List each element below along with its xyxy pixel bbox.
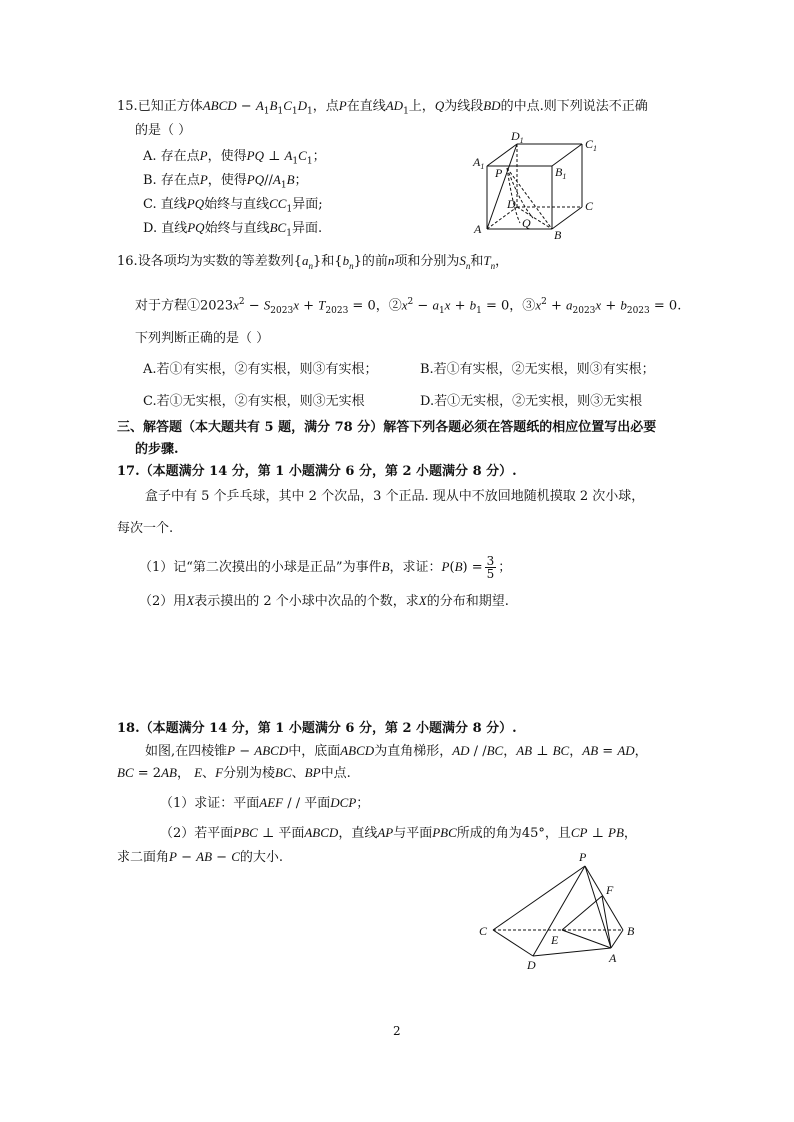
q15-stem-line1: 15.已知正方体ABCD − $A_1B_1C_1D_1$，点P在直线$AD_1$上，Q为线段BD的中点.则下列说法不正确 <box>117 98 648 117</box>
label-P: P <box>579 850 587 864</box>
q15-option-b[interactable]: B. 存在点P，使得$PQ//A_1B$； <box>143 172 308 191</box>
label-B: B <box>554 228 562 242</box>
q18-part2-line1: （2）若平面PBC ⊥ 平面ABCD，直线AP与平面PBC所成的角为45°，且CP ⊥ PB， <box>160 825 637 841</box>
q15-stem-line2: 的是（ ） <box>135 123 192 138</box>
label-B1: $B_1$ <box>555 165 567 181</box>
page-number: 2 <box>393 1024 401 1038</box>
label-A: A <box>474 222 482 236</box>
section3-heading-line2: 的步骤. <box>135 442 179 457</box>
q16-option-d[interactable]: D.若①无实根，②无实根，则③无实根 <box>420 394 643 409</box>
q18-pyramid-figure <box>475 848 645 973</box>
label-P: P <box>495 166 503 180</box>
label-C: C <box>479 924 488 938</box>
label-F: F <box>606 883 614 897</box>
label-C1: $C_1$ <box>585 137 598 153</box>
q18-part2-line2: 求二面角P − AB − C的大小. <box>117 849 284 865</box>
label-A1: $A_1$ <box>473 155 485 171</box>
label-Q: Q <box>522 216 531 230</box>
q16-option-a[interactable]: A.若①有实根，②有实根，则③有实根； <box>143 362 378 377</box>
q18-heading: 18.（本题满分 14 分，第 1 小题满分 6 分，第 2 小题满分 8 分）. <box>117 721 517 736</box>
q18-body-line1: 如图,在四棱锥P − ABCD中，底面ABCD为直角梯形，AD / /BC，AB ⊥ BC，AB = AD， <box>145 743 648 759</box>
label-D: D <box>507 197 516 211</box>
q15-option-a[interactable]: A. 存在点P，使得PQ ⊥ $A_1C_1$； <box>143 148 326 167</box>
q17-body-line2: 每次一个. <box>117 521 174 536</box>
q16-stem: 16.设各项均为实数的等差数列$\{a_n\}$和$\{b_n\}$的前n项和分别为$S_n$和$T_n$， <box>117 253 509 271</box>
label-D1: $D_1$ <box>511 129 524 145</box>
q16-option-c[interactable]: C.若①无实根，②有实根，则③无实根 <box>143 394 365 409</box>
q18-body-line2: BC = 2AB， E、F分别为棱BC、BP中点. <box>117 765 351 781</box>
q18-part1: （1）求证：平面AEF / / 平面DCP； <box>160 795 370 811</box>
q16-judge: 下列判断正确的是（ ） <box>135 331 270 346</box>
q15-option-c[interactable]: C. 直线PQ始终与直线$CC_1$异面; <box>143 196 323 215</box>
q15-option-d[interactable]: D. 直线PQ始终与直线$BC_1$异面. <box>143 220 323 239</box>
q17-heading: 17.（本题满分 14 分，第 1 小题满分 6 分，第 2 小题满分 8 分）. <box>117 464 517 479</box>
label-B: B <box>627 924 635 938</box>
fraction-3-5: $\frac{3}{5}$ <box>486 554 495 581</box>
q15-cube-figure <box>465 128 605 243</box>
label-E: E <box>551 933 559 947</box>
label-D: D <box>527 958 536 972</box>
q17-body-line1: 盒子中有 5 个乒乓球，其中 2 个次品，3 个正品. 现从中不放回地随机摸取 2 次小球， <box>145 489 645 504</box>
q17-part1: （1）记“第二次摸出的小球是正品”为事件B，求证：P(B) = $\frac{3}{5}$ ； <box>139 554 512 581</box>
label-A: A <box>609 951 617 965</box>
q16-option-b[interactable]: B.若①有实根，②无实根，则③有实根； <box>420 362 655 377</box>
label-C: C <box>585 199 594 213</box>
section3-heading: 三、解答题（本大题共有 5 题，满分 78 分）解答下列各题必须在答题纸的相应位置写出必要 <box>117 420 657 435</box>
q16-equations: 对于方程$①2023x^2 - S_{2023}x + T_{2023} = 0$，$②x^2 - a_1x + b_1 = 0$，$③x^2 + a_{2023}x + b_{2023} = 0$. <box>135 297 682 316</box>
q17-part2: （2）用X表示摸出的 2 个小球中次品的个数，求X的分布和期望. <box>139 593 509 609</box>
